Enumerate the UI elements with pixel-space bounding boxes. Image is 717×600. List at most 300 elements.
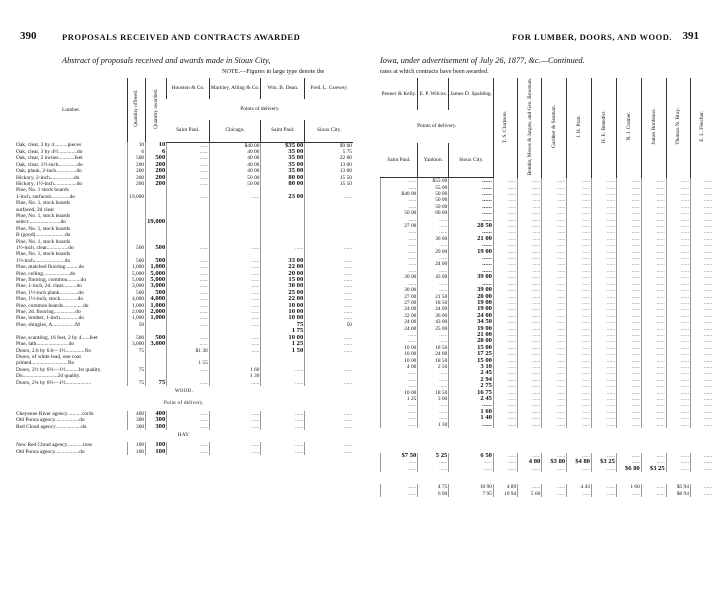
bid-cell: ......: [449, 185, 494, 191]
bid-cell: ......: [305, 341, 353, 347]
bid-cell: ......: [518, 261, 542, 267]
bid-cell: ......: [666, 261, 690, 267]
bid-cell: 7 95: [449, 491, 494, 497]
bid-cell: ......: [449, 178, 494, 185]
bid-cell: ......: [493, 319, 517, 325]
rotated-bidder-header: [493, 78, 517, 178]
bid-cell: ......: [418, 287, 449, 293]
bid-cell: 35 00: [261, 168, 305, 174]
bid-cell: ......: [567, 364, 592, 370]
bid-cell: ......: [518, 255, 542, 261]
bid-cell: ......: [666, 313, 690, 319]
bid-cell: ......: [167, 411, 210, 417]
bid-cell: ......: [592, 249, 617, 255]
bidder-header: Houston & Co.: [167, 78, 210, 99]
quantity-cell: 300: [128, 417, 146, 423]
bid-cell: ......: [616, 204, 641, 210]
bid-cell: ......: [305, 258, 353, 264]
bid-cell: ......: [542, 306, 567, 312]
quantity-cell: 4,000: [128, 296, 146, 302]
bid-cell: ......: [690, 236, 713, 242]
bid-cell: ......: [167, 417, 210, 423]
bid-cell: ......: [641, 229, 666, 235]
bid-cell: ......: [493, 345, 517, 351]
bid-cell: 20 00: [449, 294, 494, 300]
bid-cell: ......: [542, 491, 567, 497]
bid-cell: ......: [592, 422, 617, 428]
bid-cell: ......: [666, 377, 690, 383]
hay-price-row: [381, 491, 714, 497]
bid-cell: ......: [167, 315, 210, 321]
bid-cell: ......: [542, 383, 567, 389]
bid-cell: ......: [567, 242, 592, 248]
bid-cell: ......: [305, 417, 353, 423]
bid-cell: ......: [449, 402, 494, 408]
bidder-name: Thomas N. Bray.: [675, 108, 682, 146]
bid-cell: ......: [567, 236, 592, 242]
bid-cell: ......: [381, 402, 418, 408]
bid-cell: ......: [641, 396, 666, 402]
bid-cell: ......: [381, 236, 418, 242]
bid-cell: ......: [493, 274, 517, 280]
bid-cell: ......: [567, 351, 592, 357]
bid-cell: ......: [167, 283, 210, 289]
bid-cell: 24 00: [381, 319, 418, 325]
bid-cell: ......: [542, 319, 567, 325]
bid-cell: $9 00: [305, 142, 353, 149]
bid-cell: ......: [167, 264, 210, 270]
bid-cell: ......: [542, 249, 567, 255]
bid-cell: ......: [305, 303, 353, 309]
bid-cell: ......: [592, 261, 617, 267]
bid-cell: ......: [567, 319, 592, 325]
bid-cell: ......: [690, 223, 713, 229]
bid-cell: 10 00: [261, 303, 305, 309]
bid-cell: ......: [209, 380, 261, 386]
quantity-cell: 3,000: [146, 283, 167, 289]
bid-cell: ......: [592, 402, 617, 408]
bid-cell: ......: [666, 370, 690, 376]
right-page: [362, 0, 717, 600]
bid-cell: ......: [261, 417, 305, 423]
bid-cell: $3 80: [542, 459, 567, 465]
bid-cell: ......: [418, 281, 449, 287]
bid-cell: 43 00: [418, 274, 449, 280]
bid-cell: ......: [616, 351, 641, 357]
bid-cell: ......: [518, 422, 542, 428]
bid-cell: ......: [641, 491, 666, 497]
bid-cell: ......: [666, 185, 690, 191]
bid-cell: ......: [690, 319, 713, 325]
bid-cell: ......: [518, 249, 542, 255]
bid-cell: ......: [616, 274, 641, 280]
quantity-cell: 19,000: [147, 218, 166, 226]
bid-cell: ......: [567, 409, 592, 415]
bid-cell: ......: [418, 223, 449, 229]
bid-cell: ......: [592, 223, 617, 229]
bid-cell: ......: [518, 281, 542, 287]
bid-cell: 10 94: [493, 491, 517, 497]
bid-cell: ......: [666, 191, 690, 197]
item-label: Old Ponca agency..................do: [16, 417, 85, 424]
bid-cell: ......: [449, 229, 494, 235]
bid-cell: ......: [542, 197, 567, 203]
bid-cell: ......: [493, 255, 517, 261]
quantity-cell: 200: [128, 175, 146, 181]
bid-cell: 21 00: [449, 332, 494, 338]
bid-cell: ......: [518, 383, 542, 389]
item-label: Pine, matched flooring..........do: [16, 264, 85, 271]
bid-cell: ......: [518, 242, 542, 248]
bid-cell: ......: [518, 351, 542, 357]
bid-cell: 22 00: [305, 155, 353, 161]
bid-cell: 75: [261, 322, 305, 328]
bid-cell: ......: [567, 223, 592, 229]
bid-cell: 35 00: [261, 162, 305, 168]
bid-cell: ......: [690, 274, 713, 280]
bid-cell: ......: [616, 377, 641, 383]
bid-cell: ......: [167, 290, 210, 296]
bid-cell: ......: [690, 268, 713, 274]
bid-cell: ......: [616, 415, 641, 421]
bid-cell: 19 00: [449, 300, 494, 306]
bid-cell: ......: [666, 319, 690, 325]
bid-cell: 80 00: [261, 175, 305, 181]
bid-cell: ......: [616, 268, 641, 274]
bid-cell: 40 00: [209, 149, 261, 155]
bid-cell: ......: [493, 249, 517, 255]
bid-cell: ......: [167, 175, 210, 181]
item-label: Pine, No. 1, stock boards: [16, 212, 71, 219]
bid-cell: ......: [381, 409, 418, 415]
bid-cell: ......: [493, 185, 517, 191]
bid-cell: ......: [542, 390, 567, 396]
item-label: 1-inch, surfaced..............do: [16, 193, 75, 200]
bid-cell: ......: [641, 319, 666, 325]
quantity-cell: 500: [146, 258, 167, 264]
bid-cell: ......: [641, 383, 666, 389]
item-label: Red Cloud agency...................do: [16, 423, 87, 430]
bid-cell: $35 00: [261, 142, 305, 149]
bid-cell: ......: [641, 197, 666, 203]
running-head: FOR LUMBER, DOORS, AND WOOD.: [511, 32, 672, 42]
bid-cell: ......: [567, 191, 592, 197]
bid-cell: 6 00: [418, 491, 449, 497]
bid-cell: ......: [592, 300, 617, 306]
bid-cell: ......: [518, 338, 542, 344]
bid-cell: ......: [690, 466, 713, 472]
bid-cell: ......: [666, 409, 690, 415]
section-row: [381, 440, 714, 452]
bid-cell: ......: [616, 242, 641, 248]
bid-cell: ......: [666, 364, 690, 370]
bid-cell: ......: [493, 332, 517, 338]
bid-cell: $7 50: [381, 453, 418, 459]
bid-cell: ......: [449, 281, 494, 287]
place-header: Saint Paul.: [167, 120, 210, 142]
bid-cell: ......: [518, 364, 542, 370]
item-label: Old Ponca agency..................do: [16, 448, 85, 455]
bid-cell: ......: [592, 255, 617, 261]
bid-cell: ......: [592, 294, 617, 300]
bid-cell: ......: [592, 409, 617, 415]
bid-cell: 10 00: [381, 358, 418, 364]
bid-cell: ......: [518, 223, 542, 229]
bid-cell: 10 00: [261, 335, 305, 341]
bid-cell: ......: [567, 300, 592, 306]
bid-cell: ......: [493, 191, 517, 197]
bid-cell: ......: [666, 422, 690, 428]
bid-cell: ......: [616, 358, 641, 364]
bid-cell: ......: [493, 370, 517, 376]
bidder-header: Fred. L. Goewey.: [305, 78, 353, 99]
bid-cell: ......: [518, 204, 542, 210]
bid-cell: 19 00: [449, 306, 494, 312]
bid-cell: ......: [542, 191, 567, 197]
bid-cell: ......: [690, 249, 713, 255]
bid-cell: ......: [616, 390, 641, 396]
bid-cell: ......: [418, 255, 449, 261]
bid-cell: ......: [305, 194, 353, 200]
quantity-cell: 500: [146, 335, 167, 341]
bid-cell: ......: [449, 204, 494, 210]
bid-cell: ......: [418, 402, 449, 408]
bid-cell: 50 00: [209, 175, 261, 181]
bid-cell: ......: [518, 236, 542, 242]
bid-cell: ......: [542, 204, 567, 210]
bid-cell: ......: [616, 319, 641, 325]
bid-cell: ......: [493, 358, 517, 364]
bid-cell: ......: [666, 306, 690, 312]
section-row: [381, 472, 714, 484]
bid-cell: ......: [209, 322, 261, 328]
bid-cell: ......: [167, 162, 210, 168]
bid-cell: 34 50: [449, 319, 494, 325]
bid-cell: ......: [518, 274, 542, 280]
bid-cell: ......: [666, 249, 690, 255]
bid-cell: ......: [567, 229, 592, 235]
bid-cell: ......: [449, 466, 494, 472]
bid-cell: 10 90: [449, 484, 494, 490]
bid-cell: ......: [418, 377, 449, 383]
bid-cell: ......: [305, 264, 353, 270]
bidder-name: H. E. Benedict.: [600, 110, 607, 144]
bid-cell: 22 00: [261, 264, 305, 270]
bid-cell: ......: [690, 370, 713, 376]
points-header: Points of delivery.: [240, 105, 280, 112]
quantity-cell: 3,000: [146, 341, 167, 347]
points-header: Points of delivery.: [417, 123, 457, 130]
bid-cell: ......: [418, 242, 449, 248]
bid-cell: ......: [641, 268, 666, 274]
bid-cell: ......: [567, 217, 592, 223]
bid-cell: ......: [592, 383, 617, 389]
quantity-cell: 500: [128, 335, 146, 341]
bid-cell: ......: [305, 245, 353, 251]
bidder-header: James D. Spalding.: [449, 78, 494, 110]
bid-cell: ......: [493, 364, 517, 370]
bid-cell: ......: [493, 281, 517, 287]
quantity-cell: 100: [146, 442, 167, 448]
bid-cell: ......: [666, 197, 690, 203]
bid-cell: ......: [666, 466, 690, 472]
bid-cell: ......: [542, 453, 567, 459]
bid-cell: ......: [641, 338, 666, 344]
bid-cell: ......: [592, 287, 617, 293]
place-header: Sioux City.: [305, 120, 353, 142]
bid-cell: ......: [209, 411, 261, 417]
item-label: Pine, No. 1, stock boards: [16, 238, 71, 245]
item-label: Hickory, 1½-inch.................do: [16, 180, 83, 187]
bid-cell: ......: [641, 204, 666, 210]
bid-cell: ......: [209, 264, 261, 270]
bid-cell: $3 25: [592, 459, 617, 465]
bid-cell: ......: [641, 300, 666, 306]
item-label: primed...........................No: [16, 360, 75, 367]
bid-cell: ......: [305, 277, 353, 283]
bid-cell: ......: [261, 442, 305, 448]
price-row: [381, 178, 714, 185]
bid-cell: ......: [666, 326, 690, 332]
bid-cell: ......: [641, 377, 666, 383]
bid-cell: ......: [542, 415, 567, 421]
item-label: Pine, No. 1, stock boards: [16, 225, 71, 232]
quantity-cell: 4,000: [146, 296, 167, 302]
bid-cell: ......: [542, 370, 567, 376]
bid-cell: ......: [493, 396, 517, 402]
quantity-cell: 50: [128, 322, 146, 328]
bid-cell: ......: [493, 338, 517, 344]
bid-cell: ......: [567, 281, 592, 287]
bid-cell: ......: [493, 409, 517, 415]
quantity-cell: 75: [128, 367, 146, 373]
bid-cell: 1 60: [449, 409, 494, 415]
bid-cell: 60 00: [418, 210, 449, 216]
bid-cell: ......: [209, 296, 261, 302]
bid-cell: ......: [493, 466, 517, 472]
bid-cell: ......: [641, 313, 666, 319]
bid-cell: ......: [518, 197, 542, 203]
bid-cell: ......: [209, 271, 261, 277]
bid-cell: 19 00: [449, 326, 494, 332]
bid-cell: 27 00: [381, 294, 418, 300]
bid-cell: ......: [616, 453, 641, 459]
bid-cell: ......: [567, 255, 592, 261]
bid-cell: ......: [493, 287, 517, 293]
abstract-title: Iowa, under advertisement of July 26, 1877, &c.—Continued.: [380, 56, 585, 65]
bid-cell: ......: [305, 335, 353, 341]
bid-cell: ......: [690, 409, 713, 415]
bid-cell: ......: [381, 415, 418, 421]
bid-cell: ......: [167, 449, 210, 455]
bid-cell: ......: [493, 294, 517, 300]
bid-cell: ......: [167, 303, 210, 309]
item-label: Pine, lath........................do: [16, 341, 75, 348]
bid-cell: 3 00: [418, 396, 449, 402]
bid-cell: ......: [381, 185, 418, 191]
page-number: 391: [682, 30, 699, 42]
bid-cell: ......: [666, 217, 690, 223]
item-label: Oak, clear, 3 by 4..........pieces: [16, 142, 82, 148]
bid-cell: 1 30: [418, 422, 449, 428]
bid-cell: ......: [567, 396, 592, 402]
bid-cell: 18 50: [418, 345, 449, 351]
bid-cell: 24 00: [418, 306, 449, 312]
bid-cell: ......: [616, 332, 641, 338]
quantity-cell: 500: [146, 155, 167, 161]
bid-cell: ......: [542, 358, 567, 364]
bid-cell: ......: [641, 484, 666, 490]
bid-cell: ......: [381, 383, 418, 389]
bid-cell: ......: [209, 258, 261, 264]
place-header: Sioux City.: [449, 143, 494, 178]
bid-cell: ......: [209, 245, 261, 251]
bid-cell: ......: [690, 345, 713, 351]
bid-cell: ......: [493, 377, 517, 383]
bid-cell: ......: [567, 383, 592, 389]
bid-cell: ......: [542, 255, 567, 261]
bid-cell: ......: [641, 402, 666, 408]
bid-cell: ......: [542, 210, 567, 216]
bid-cell: ......: [542, 185, 567, 191]
bid-cell: 2 50: [418, 364, 449, 370]
bid-cell: ......: [493, 236, 517, 242]
bid-cell: ......: [567, 377, 592, 383]
quantity-cell: 1,000: [128, 303, 146, 309]
bid-cell: ......: [616, 229, 641, 235]
bid-cell: ......: [666, 178, 690, 185]
bidder-name: T. S. Clarkson.: [502, 110, 509, 143]
bid-cell: 30 00: [261, 283, 305, 289]
bid-cell: ......: [518, 294, 542, 300]
quantity-cell: 6: [128, 149, 146, 155]
bid-cell: 10 00: [381, 390, 418, 396]
bid-cell: ......: [518, 345, 542, 351]
bid-cell: ......: [518, 217, 542, 223]
bid-cell: ......: [690, 281, 713, 287]
bid-cell: ......: [167, 380, 210, 386]
quantity-cell: 200: [146, 162, 167, 168]
rotated-bidder-header: [518, 78, 542, 178]
place-header: Saint Paul.: [261, 120, 305, 142]
bid-cell: 25 00: [261, 290, 305, 296]
bid-cell: ......: [542, 223, 567, 229]
item-label: Oak, clear, 3 by 4½..............do: [16, 148, 83, 155]
bid-cell: ......: [641, 364, 666, 370]
quantity-cell: 400: [128, 411, 146, 417]
bid-cell: ......: [305, 449, 353, 455]
bid-cell: 27 00: [381, 300, 418, 306]
bid-cell: ......: [690, 306, 713, 312]
bidder-name: James Bordeaux.: [650, 108, 657, 146]
bid-cell: ......: [167, 367, 210, 373]
bid-cell: ......: [690, 422, 713, 428]
bid-cell: ......: [418, 268, 449, 274]
bid-cell: ......: [542, 178, 567, 185]
bid-cell: ......: [167, 277, 210, 283]
bid-cell: ......: [690, 326, 713, 332]
item-label: select........................do: [16, 219, 67, 226]
bid-cell: ......: [518, 268, 542, 274]
bid-cell: ......: [567, 313, 592, 319]
bid-cell: ......: [493, 300, 517, 306]
bid-cell: ......: [261, 245, 305, 251]
bid-cell: ......: [493, 459, 517, 465]
bid-cell: 2 94: [449, 377, 494, 383]
bid-cell: ......: [167, 194, 210, 200]
bid-cell: ......: [592, 197, 617, 203]
bid-cell: ......: [542, 242, 567, 248]
